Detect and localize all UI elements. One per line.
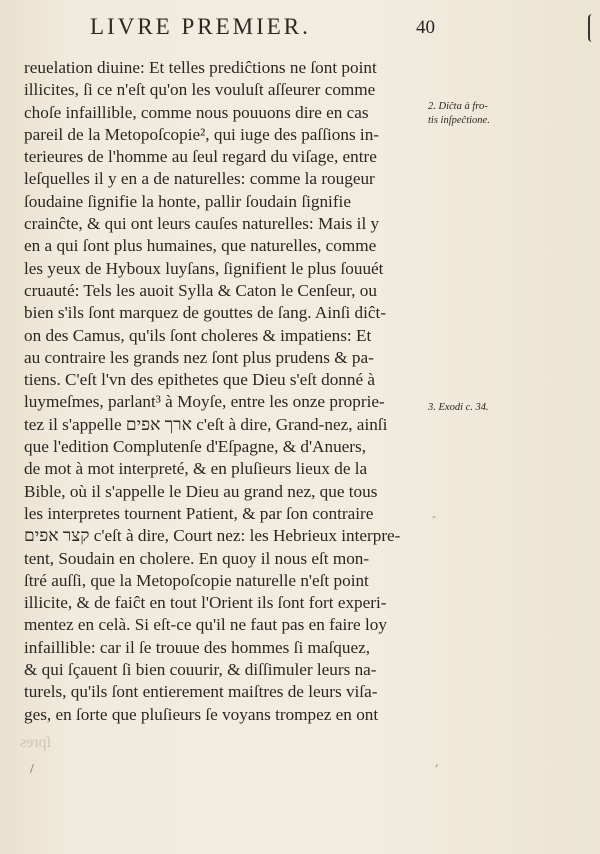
page-header (90, 14, 435, 42)
margin-note: tis inſpeĉtione. (428, 115, 490, 126)
text-line: pareil de la Metopoſcopie², qui iuge des paſſions in- (24, 124, 380, 144)
text-line: de mot à mot interpreté, & en pluſieurs lieux de la (24, 459, 368, 479)
text-line: Bible, où il s'appelle le Dieu au grand nez, que tous (24, 481, 378, 501)
margin-note: 2. Diĉta à fro- (428, 101, 488, 112)
text-line: en a qui ſont plus humaines, que naturelles, comme (24, 236, 377, 256)
text-line: illicite, & de faiĉt en tout l'Orient ils ſont fort experi- (24, 593, 387, 613)
text-line: reuelation diuine: Et telles prediĉtions ne ſont point (24, 58, 377, 77)
stray-mark: / (30, 762, 34, 775)
text-line: cruauté: Tels les auoit Sylla & Caton le Cenſeur, ou (24, 280, 377, 300)
margin-note: 3. Exodi c. 34. (428, 402, 489, 413)
text-line: les yeux de Hyboux luyſans, ſignifient le plus ſouuét (24, 258, 384, 278)
text-line: illicites, ſi ce n'eſt qu'on les vouluſt aſſeurer comme (24, 80, 376, 100)
page-edge-mark (588, 14, 596, 42)
text-line: tiens. C'eſt l'vn des epithetes que Dieu s'eſt donné à (24, 370, 376, 390)
text-line: crainĉte, & qui ont leurs cauſes naturelles: Mais il y (24, 214, 380, 234)
text-line: & qui ſçauent ſi bien couurir, & diſſimuler leurs na- (24, 660, 377, 680)
text-line: tent, Soudain en cholere. En quoy il nous eſt mon- (24, 548, 370, 568)
running-title: LIVRE PREMIER. (90, 14, 311, 39)
text-line: bien s'ils ſont marquez de gouttes de ſang. Ainſi diĉt- (24, 303, 387, 323)
stray-mark: , (435, 756, 439, 769)
text-line: קצר אפים c'eſt à dire, Court nez: les Hebrieux interpre- (24, 526, 401, 546)
text-line: luymeſmes, parlant³ à Moyſe, entre les onze proprie- (24, 392, 385, 412)
text-line: ges, en ſorte que pluſieurs ſe voyans trompez en ont (24, 704, 379, 724)
text-line: tez il s'appelle ארך אפים c'eſt à dire, Grand-nez, ainſi (24, 414, 388, 434)
text-line: mentez en celà. Si eſt-ce qu'il ne faut pas en faire loy (24, 615, 387, 635)
stray-mark: - (432, 510, 436, 523)
text-line: infaillible: car il ſe trouue des hommes ſi maſquez, (24, 637, 371, 657)
text-line: on des Camus, qu'ils ſont choleres & impatiens: Et (24, 325, 372, 345)
text-line: turels, qu'ils ſont entierement maiſtres de leurs viſa- (24, 682, 378, 702)
page-number: 40 (416, 17, 435, 38)
body-text (24, 57, 424, 726)
text-line: au contraire les grands nez ſont plus prudens & pa- (24, 347, 374, 367)
text-line: terieures de l'homme au ſeul regard du viſage, entre (24, 147, 377, 167)
catchword-bleedthrough: ſpres (20, 734, 52, 751)
text-line: ſoudaine ſignifie la honte, pallir ſoudain ſignifie (24, 191, 351, 211)
text-line: leſquelles il y en a de naturelles: comme la rougeur (24, 169, 375, 189)
text-line: que l'edition Complutenſe d'Eſpagne, & d'Anuers, (24, 437, 366, 457)
text-line: choſe infaillible, comme nous pouuons dire en cas (24, 102, 369, 122)
text-line: les interpretes tournent Patient, & par ſon contraire (24, 503, 374, 523)
text-line: ſtré auſſi, que la Metopoſcopie naturelle n'eſt point (24, 570, 369, 590)
